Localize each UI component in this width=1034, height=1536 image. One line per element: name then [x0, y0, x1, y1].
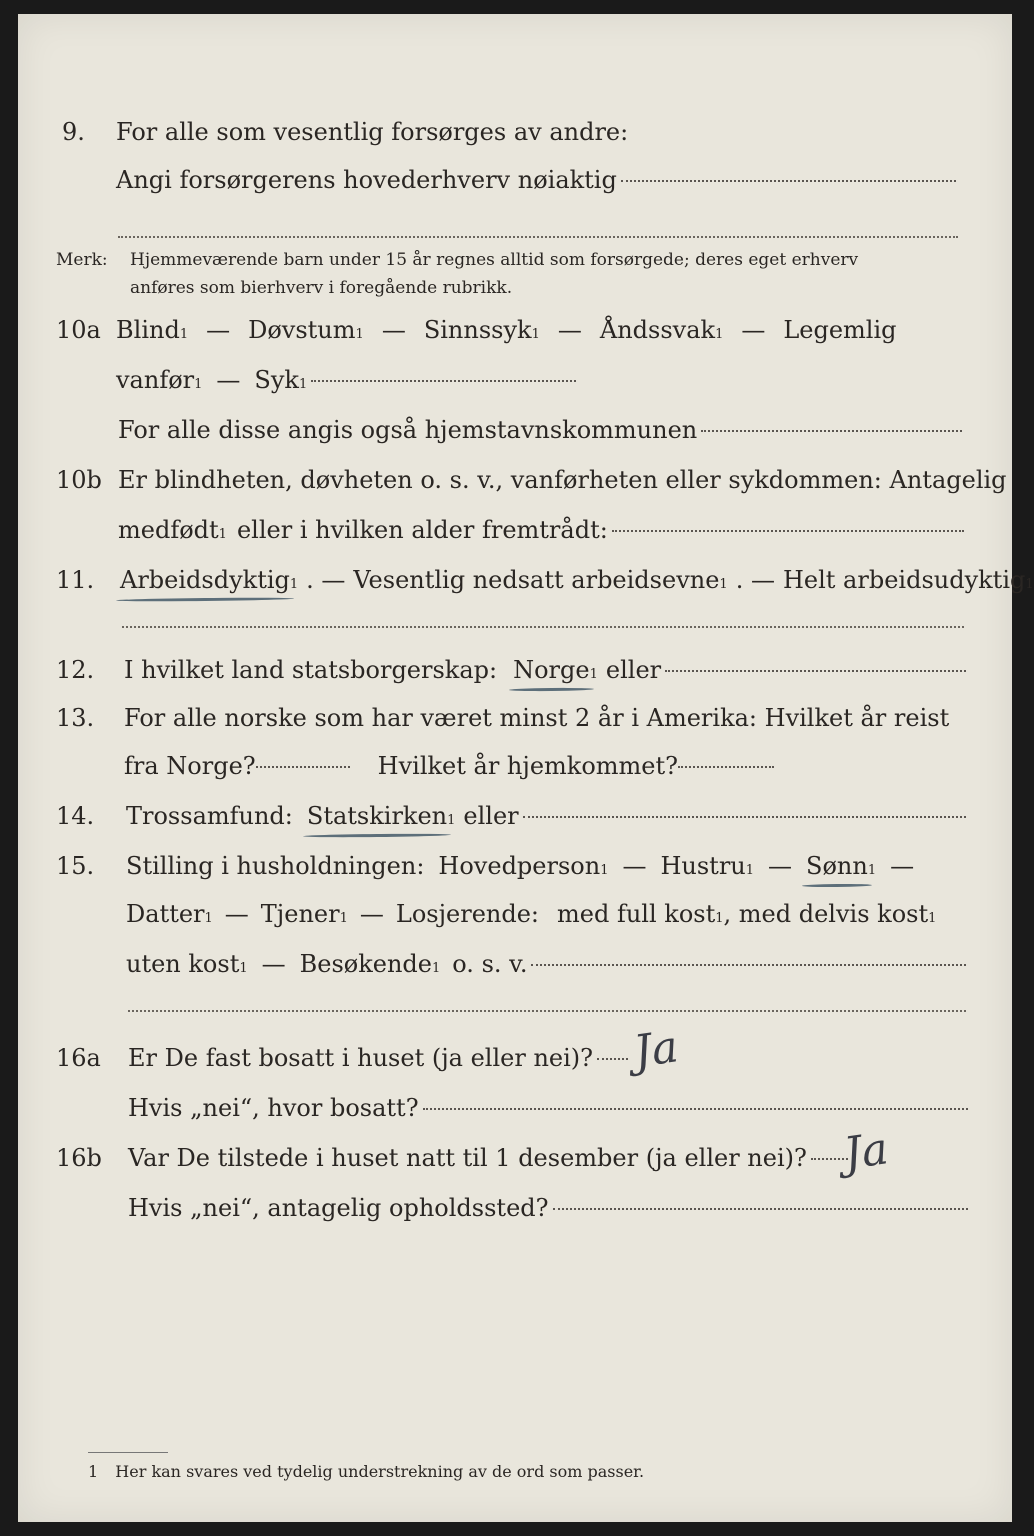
question-16b-line1: Var De tilstede i huset natt til 1 desember (ja eller nei)? — [128, 1144, 848, 1172]
answer-field[interactable] — [523, 816, 966, 818]
question-15-line3: uten kost 1 — Besøkende 1 o. s. v. — [126, 950, 966, 978]
question-15-line1: Stilling i husholdningen: Hovedperson 1 — Hustru 1 — Sønn 1 — — [126, 852, 915, 880]
answer-field[interactable] — [423, 1108, 968, 1110]
question-10b-line2: medfødt 1 eller i hvilken alder fremtrådt: — [118, 516, 964, 544]
question-9-line — [116, 166, 956, 194]
handwritten-answer: Ja — [840, 1123, 892, 1180]
note-text-1: Hjemmeværende barn under 15 år regnes alltid som forsørgede; deres eget erhverv — [130, 250, 859, 270]
answer-field[interactable] — [531, 964, 966, 966]
answer-field[interactable] — [122, 626, 964, 628]
question-number: 14. — [56, 802, 95, 830]
question-number: 11. — [56, 566, 95, 594]
question-number: 13. — [56, 704, 95, 732]
underlined-answer: Arbeidsdyktig — [120, 566, 290, 594]
question-15-line2: Datter 1 — Tjener 1 — Losjerende: med full kost 1 , med delvis kost 1 — [126, 900, 937, 928]
answer-field[interactable] — [311, 380, 576, 382]
question-13-line1: For alle norske som har været minst 2 år i Amerika: Hvilket år reist — [124, 704, 950, 732]
question-10b-line1: Er blindheten, døvheten o. s. v., vanførheten eller sykdommen: Antagelig — [118, 466, 1007, 494]
question-number: 16a — [56, 1044, 101, 1072]
answer-field[interactable] — [678, 766, 774, 768]
question-13-line2: fra Norge? Hvilket år hjemkommet? — [124, 752, 774, 780]
note-label: Merk: — [56, 250, 108, 270]
question-number: 12. — [56, 656, 95, 684]
question-12-line: I hvilket land statsborgerskap: Norge 1 eller — [124, 656, 966, 684]
answer-field[interactable] — [612, 530, 964, 532]
question-number: 15. — [56, 852, 95, 880]
underlined-answer: Statskirken — [306, 802, 448, 830]
question-text: For alle som vesentlig forsørges av andre: — [116, 118, 629, 146]
footnote-divider — [88, 1452, 168, 1453]
answer-field[interactable] — [256, 766, 350, 768]
answer-field[interactable] — [597, 1058, 628, 1060]
answer-field[interactable] — [665, 670, 966, 672]
note-text-2: anføres som bierhverv i foregående rubrikk. — [130, 278, 513, 298]
answer-field[interactable] — [553, 1208, 968, 1210]
question-10a-line1: Blind 1 — Døvstum 1 — Sinnssyk 1 — Åndssvak 1 — Legemlig — [116, 316, 897, 344]
footnote: 1 Her kan svares ved tydelig understrekning av de ord som passer. — [88, 1462, 645, 1481]
question-9-title — [116, 118, 976, 146]
handwritten-answer: Ja — [630, 1021, 682, 1078]
question-14-line: Trossamfund: Statskirken 1 eller — [126, 802, 966, 830]
answer-field[interactable] — [701, 430, 962, 432]
question-text: Angi forsørgerens hovederhverv nøiaktig — [116, 166, 617, 194]
question-16a-line2: Hvis „nei“, hvor bosatt? — [128, 1094, 968, 1122]
question-10a-line2: vanfør 1 — Syk 1 — [116, 366, 576, 394]
census-form-page — [18, 14, 1034, 1522]
answer-field[interactable] — [118, 236, 958, 238]
answer-field[interactable] — [811, 1158, 848, 1160]
question-number: 10b — [56, 466, 102, 494]
underlined-answer: Sønn — [806, 852, 868, 880]
question-10a-line3: For alle disse angis også hjemstavnskommunen — [118, 416, 962, 444]
question-16a-line1: Er De fast bosatt i huset (ja eller nei)? — [128, 1044, 628, 1072]
question-number: 10a — [56, 316, 101, 344]
underlined-answer: Norge — [513, 656, 590, 684]
question-number: 9. — [62, 118, 85, 146]
question-16b-line2: Hvis „nei“, antagelig opholdssted? — [128, 1194, 968, 1222]
question-number: 16b — [56, 1144, 102, 1172]
answer-field[interactable] — [128, 1010, 966, 1012]
question-11-line: Arbeidsdyktig 1 . — Vesentlig nedsatt arbeidsevne 1 . — Helt arbeidsudyktig 1 — [120, 566, 1034, 594]
answer-field[interactable] — [621, 180, 956, 182]
